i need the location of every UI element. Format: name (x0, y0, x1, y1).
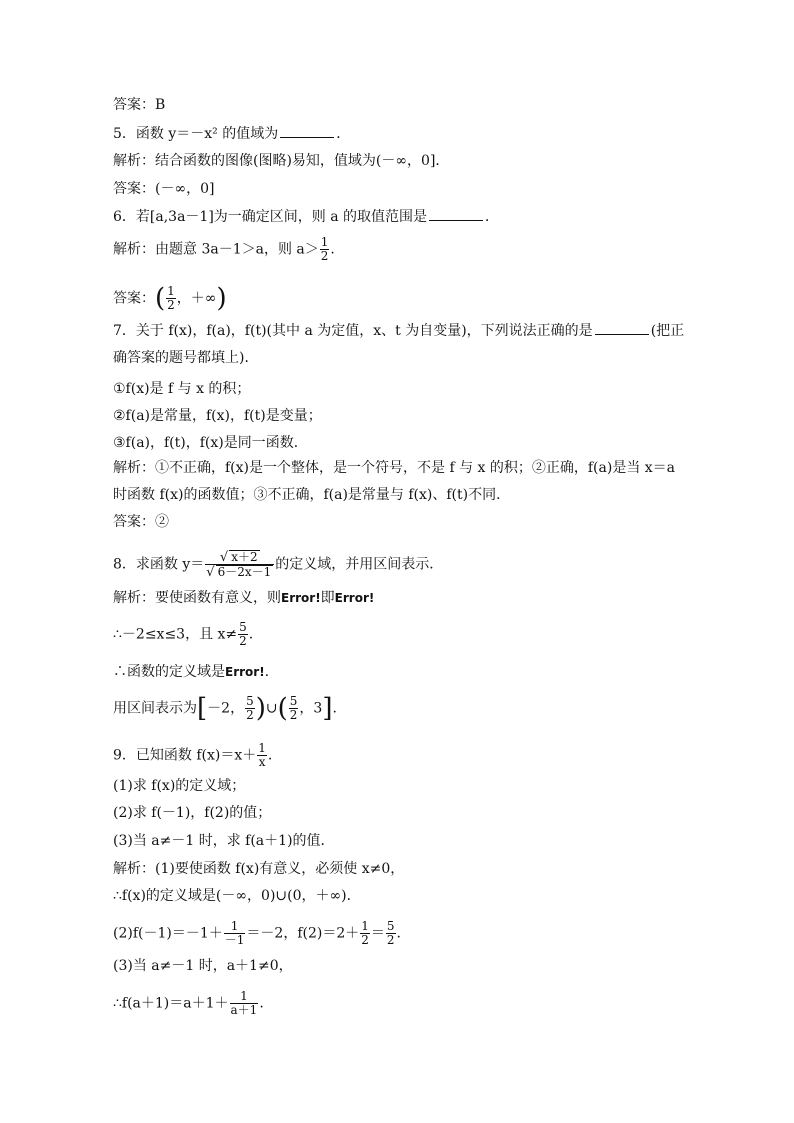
numerator: 1 (167, 284, 175, 298)
period: . (259, 995, 264, 1012)
question-8-text: 8．求函数 y＝ (113, 556, 205, 573)
solution-9-line-3 (113, 920, 401, 947)
answer-blank (429, 207, 483, 221)
question-7-text: 7．关于 f(x)，f(a)，f(t)(其中 a 为定值，x、t 为自变量)，下列说法正确的是 (113, 323, 593, 339)
question-9-part-1: (1)求 f(x)的定义域； (113, 778, 246, 794)
question-9-text: 9．已知函数 f(x)＝x＋ (113, 747, 257, 764)
solution-9-text: ∴f(a＋1)＝a＋1＋ (113, 995, 229, 1012)
denominator: 2 (386, 933, 395, 947)
option-7-3: ③f(a)，f(t)，f(x)是同一函数． (113, 435, 308, 451)
solution-8-text: 解析：要使函数有意义，则 (113, 590, 281, 606)
fraction-sqrt (205, 550, 274, 579)
numerator: 1 (240, 989, 248, 1003)
answer-4: 答案：B (113, 97, 166, 113)
radicand: x＋2 (231, 550, 258, 564)
radicand: 6－2x－1 (217, 565, 272, 579)
numerator (205, 550, 274, 564)
numerator: 5 (246, 694, 254, 708)
solution-8-line-2 (113, 621, 253, 648)
fraction-one-over-minus-one (224, 920, 246, 947)
right-paren: ) (255, 693, 266, 724)
fraction-five-halves (238, 621, 248, 648)
solution-8-text: ∴函数的定义域是 (113, 664, 225, 680)
question-5-text: 5．函数 y＝－x² 的值域为 (113, 126, 279, 142)
answer-6 (113, 285, 227, 312)
interval-end: ，3 (299, 700, 323, 717)
denominator: 2 (320, 249, 329, 263)
solution-8-text: ∴－2≤x≤3，且 x≠ (113, 626, 238, 643)
solution-9-text: ＝－2，f(2)＝2＋ (246, 925, 360, 942)
denominator: a＋1 (230, 1003, 258, 1017)
numerator: 5 (289, 694, 298, 708)
question-6-text: 6．若[a,3a－1]为一确定区间，则 a 的取值范围是 (113, 209, 428, 225)
answer-5: 答案：(－∞，0] (113, 181, 215, 197)
question-7 (113, 318, 693, 372)
period: . (264, 664, 270, 680)
solution-8-line-3 (113, 663, 269, 681)
solution-9-line-1: 解析：(1)要使函数 f(x)有意义，必须使 x≠0， (113, 861, 405, 877)
period: . (330, 241, 335, 258)
denominator: 2 (167, 298, 175, 312)
fraction-one-over-a-plus-one (230, 990, 259, 1017)
period: . (267, 747, 273, 764)
period: . (332, 700, 337, 717)
solution-9-text: (2)f(－1)＝－1＋ (113, 925, 223, 942)
denominator: －1 (224, 933, 245, 947)
denominator: x (258, 755, 266, 769)
period: . (396, 925, 401, 942)
left-paren: ( (155, 283, 166, 314)
solution-9-line-5 (113, 990, 264, 1017)
solution-6-text: 解析：由题意 3a－1＞a，则 a＞ (113, 241, 319, 258)
solution-8-connector: 即 (320, 590, 335, 606)
option-7-2: ②f(a)是常量，f(x)，f(t)是变量； (113, 408, 322, 424)
solution-9-line-2: ∴f(x)的定义域是(－∞，0)∪(0，＋∞)． (113, 888, 361, 904)
fraction-five-halves (289, 695, 299, 722)
solution-8-line-4 (113, 695, 337, 722)
question-8-end: 的定义域，并用区间表示． (275, 556, 444, 573)
error-text: Error! (334, 591, 375, 605)
answer-6-rest: ，＋∞ (176, 290, 217, 307)
numerator: 1 (361, 919, 369, 933)
numerator: 1 (230, 919, 239, 933)
denominator: 2 (246, 708, 254, 722)
sqrt-sign: √ (219, 550, 229, 565)
question-7-end: (把正确答案的题号都填上)． (113, 323, 685, 366)
denominator: 2 (289, 708, 298, 722)
fraction-one-half (360, 920, 370, 947)
right-paren: ) (216, 283, 227, 314)
left-paren: ( (277, 693, 288, 724)
solution-6 (113, 236, 335, 263)
solution-9-line-4: (3)当 a≠－1 时，a＋1≠0， (113, 958, 293, 974)
error-text: Error! (225, 665, 265, 679)
solution-5: 解析：结合函数的图像(图略)易知，值域为(－∞，0]． (113, 153, 450, 169)
denominator: 2 (361, 933, 369, 947)
solution-8-line-1 (113, 589, 374, 607)
denominator (205, 564, 274, 579)
question-6-end: ． (485, 209, 500, 225)
question-5-end: ． (336, 126, 351, 142)
question-9-part-3: (3)当 a≠－1 时，求 f(a＋1)的值． (113, 833, 335, 849)
numerator: 5 (386, 919, 395, 933)
union-sign: ∪ (265, 700, 278, 717)
answer-blank (280, 124, 334, 138)
fraction-five-halves (245, 695, 255, 722)
right-bracket: ] (322, 693, 333, 724)
numerator: 1 (320, 235, 329, 249)
fraction-one-over-x (257, 742, 267, 769)
fraction-five-halves (386, 920, 396, 947)
answer-7: 答案：② (113, 514, 169, 530)
solution-8-text: 用区间表示为 (113, 700, 197, 717)
solution-7: 解析：①不正确，f(x)是一个整体，是一个符号，不是 f 与 x 的积；②正确，f(a)是当 x＝a 时函数 f(x)的函数值；③不正确，f(a)是常量与 f(x)、f(t)不同． (113, 460, 676, 503)
period: . (248, 626, 254, 643)
answer-blank (595, 321, 649, 335)
question-9 (113, 742, 272, 769)
sqrt-sign: √ (206, 565, 215, 580)
interval-start: －2， (207, 700, 245, 717)
question-9-part-2: (2)求 f(－1)，f(2)的值； (113, 805, 272, 821)
fraction-one-half (320, 236, 330, 263)
fraction-one-half (166, 285, 176, 312)
error-text: Error! (281, 591, 321, 605)
denominator: 2 (239, 634, 247, 648)
left-bracket: [ (197, 693, 208, 724)
numerator: 1 (258, 741, 266, 755)
option-7-1: ①f(x)是 f 与 x 的积； (113, 381, 251, 397)
equals-sign: ＝ (370, 925, 385, 942)
answer-6-label: 答案： (113, 290, 155, 307)
question-6 (113, 207, 499, 226)
numerator: 5 (239, 620, 247, 634)
question-5 (113, 124, 350, 143)
question-8 (113, 550, 443, 579)
